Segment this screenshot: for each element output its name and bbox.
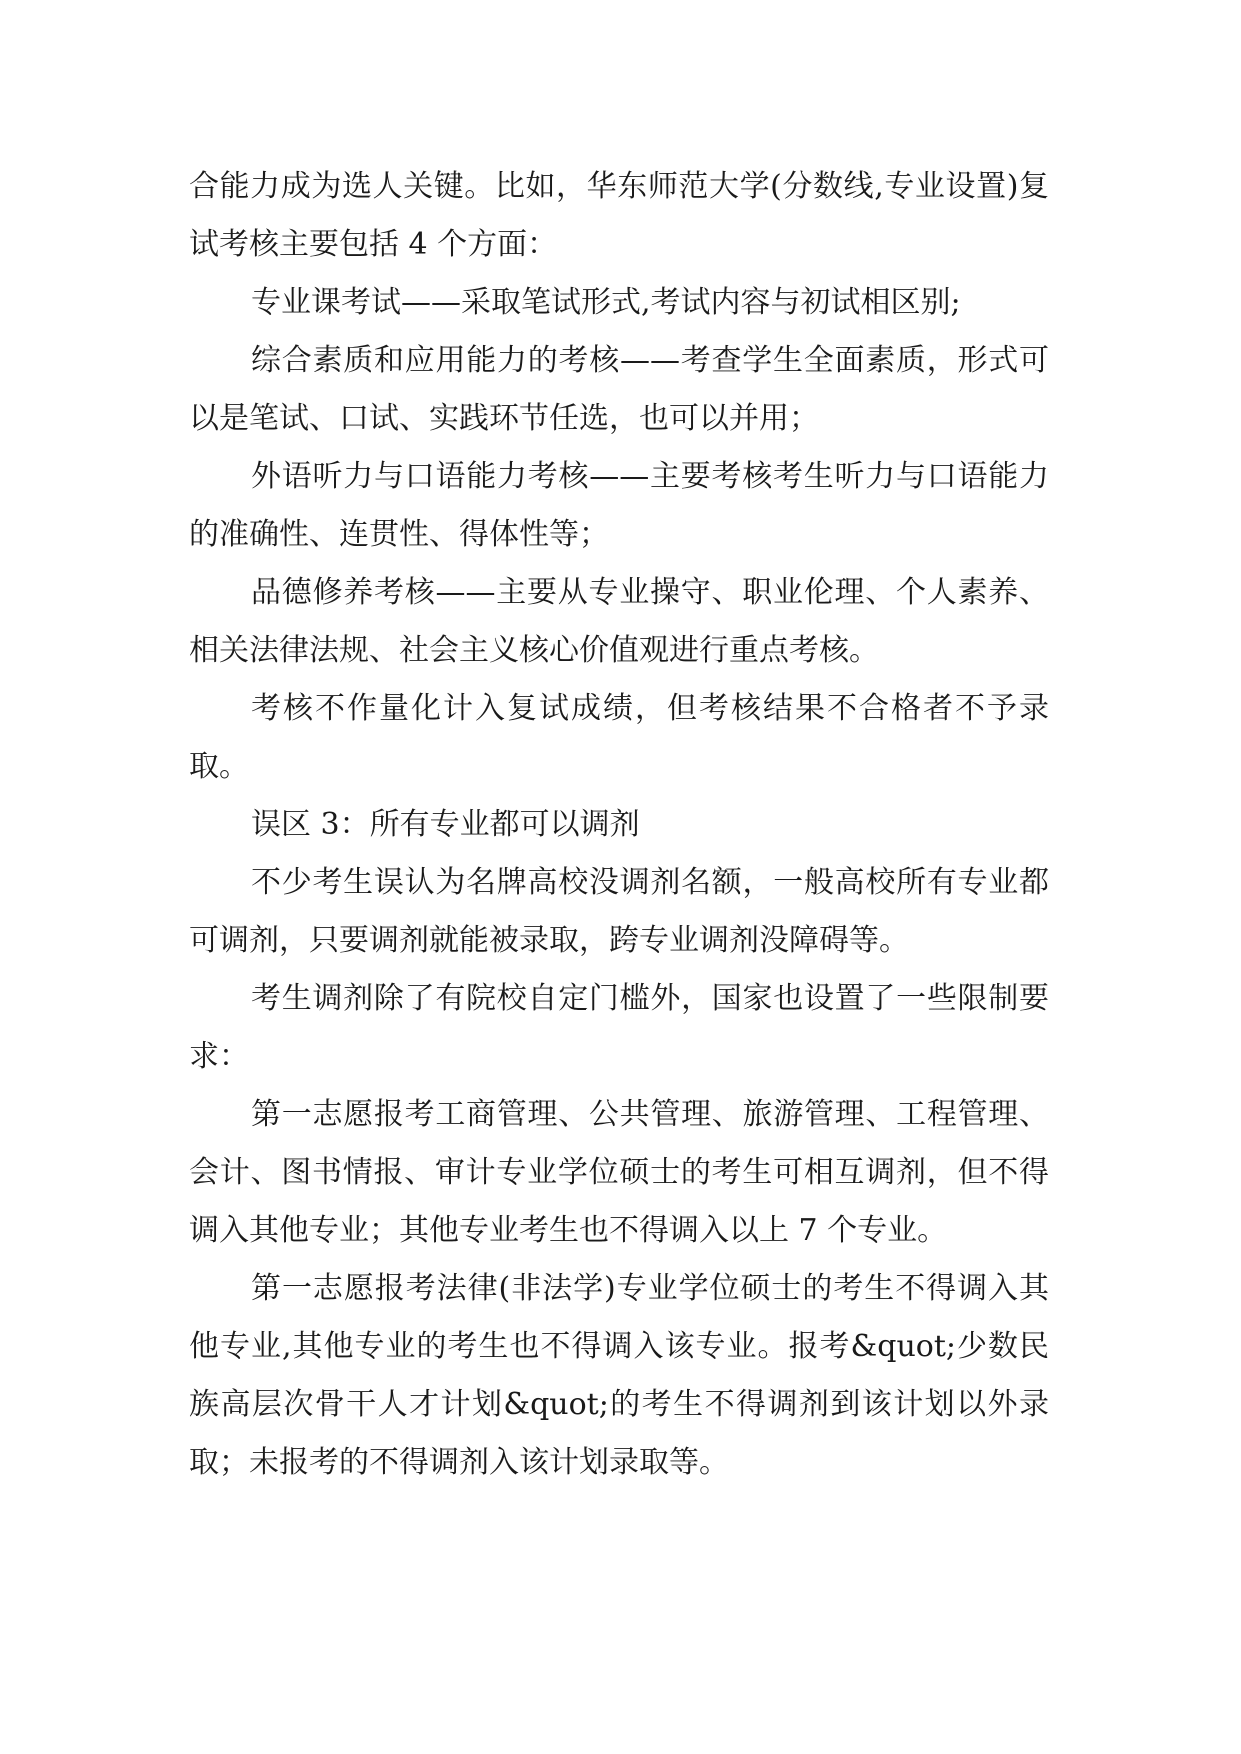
paragraph-professional-exam: 专业课考试——采取笔试形式,考试内容与初试相区别; <box>251 285 961 320</box>
paragraph-adjustment-limits: 考生调剂除了有院校自定门槛外，国家也设置了一些限制要求： <box>189 981 1049 1074</box>
paragraph-law-majors: 第一志愿报考法律(非法学)专业学位硕士的考生不得调入其他专业,其他专业的考生也不得调入该专业。报考&quot;少数民族高层次骨干人才计划&quot;的考生不得调剂到该计划以外录取；未报考的不得调剂入该计划录取等。 <box>189 1271 1049 1480</box>
paragraph-moral-character: 品德修养考核——主要从专业操守、职业伦理、个人素养、相关法律法规、社会主义核心价值观进行重点考核。 <box>189 575 1049 668</box>
paragraph-misconception-detail: 不少考生误认为名牌高校没调剂名额，一般高校所有专业都可调剂，只要调剂就能被录取，跨专业调剂没障碍等。 <box>189 865 1049 958</box>
paragraph-intro: 合能力成为选人关键。比如，华东师范大学(分数线,专业设置)复试考核主要包括 4 个方面： <box>189 169 1049 262</box>
paragraph-assessment-result: 考核不作量化计入复试成绩，但考核结果不合格者不予录取。 <box>189 691 1049 784</box>
paragraph-management-majors: 第一志愿报考工商管理、公共管理、旅游管理、工程管理、会计、图书情报、审计专业学位硕士的考生可相互调剂，但不得调入其他专业；其他专业考生也不得调入以上 7 个专业。 <box>189 1097 1049 1248</box>
document-page <box>189 158 1049 1492</box>
section-heading-misconception-3: 误区 3：所有专业都可以调剂 <box>251 807 640 842</box>
paragraph-comprehensive-quality: 综合素质和应用能力的考核——考查学生全面素质，形式可以是笔试、口试、实践环节任选，也可以并用； <box>189 343 1049 436</box>
paragraph-foreign-language: 外语听力与口语能力考核——主要考核考生听力与口语能力的准确性、连贯性、得体性等； <box>189 459 1049 552</box>
